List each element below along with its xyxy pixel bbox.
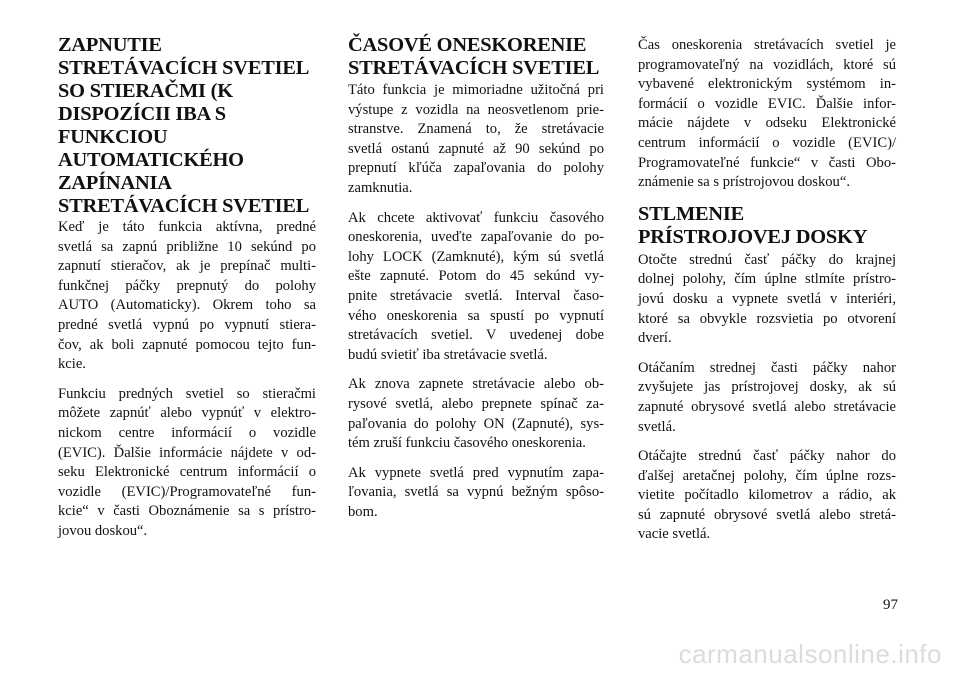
text-line: Otočte strednú časť páčky do krajnej (638, 251, 896, 268)
text-line: (EVIC). Ďalšie informácie nájdete v od- (58, 444, 316, 461)
paragraph (348, 209, 604, 366)
text-line: Ak vypnete svetlá pred vypnutím zapa- (348, 464, 604, 481)
heading-line: STLMENIE (638, 202, 745, 225)
text-line: seku Elektronické centrum informácií o (58, 464, 316, 481)
text-line: jovou doskou“. (58, 522, 148, 539)
text-line: kcie. (58, 356, 86, 373)
column-3 (638, 36, 896, 555)
text-line: stranstve. Znamená to, že stretávacie (348, 121, 604, 138)
heading-line: ZAPÍNANIA (58, 172, 172, 194)
paragraph (348, 464, 604, 523)
text-line: programovateľný na vozidlách, ktoré sú (638, 56, 896, 73)
page-number: 97 (883, 597, 898, 613)
text-line: vacie svetlá. (638, 526, 711, 543)
text-line: ktoré sa obvykle rozsvietia po otvorení (638, 310, 896, 327)
paragraph (638, 359, 896, 437)
text-line: svetlá sa zapnú približne 10 sekúnd po (58, 238, 316, 255)
text-line: Funkciu predných svetiel so stieračmi (58, 385, 316, 402)
text-line: Keď je táto funkcia aktívna, predné (58, 219, 316, 235)
text-line: formácií o vozidle EVIC. Ďalšie infor- (638, 95, 896, 112)
paragraph (638, 251, 896, 349)
text-line: vého oneskorenia sa spustí po vypnutí (348, 307, 604, 324)
text-line: svetlá ostanú zapnuté až 90 sekúnd po (348, 140, 604, 157)
text-line: tém zruší funkciu časového oneskorenia. (348, 435, 586, 452)
text-line: dverí. (638, 330, 672, 347)
text-line: svetlá. (638, 418, 676, 435)
text-line: vietite počítadlo kilometrov a rádio, ak (638, 487, 896, 504)
text-line: stretávacích svetiel. V uvedenej dobe (348, 327, 604, 344)
paragraph (348, 375, 604, 453)
text-line: kcie“ v časti Oboznámenie sa s prístro- (58, 503, 316, 520)
text-line: rysové svetlá, alebo prepnete spínač za- (348, 395, 604, 412)
text-line: vozidle (EVIC)/Programovateľné fun- (58, 483, 316, 500)
watermark: carmanualsonline.info (678, 639, 942, 669)
text-line: zvyšujete jas prístrojovej dosky, ak sú (638, 379, 896, 396)
heading-line: SO STIERAČMI (K (58, 80, 233, 102)
text-line: Otáčaním strednej časti páčky nahor (638, 359, 896, 376)
text-line: zapnuté obrysové svetlá alebo stretávacie (638, 398, 896, 415)
text-line: lohy LOCK (Zamknuté), kým sú svetlá (348, 248, 604, 265)
text-line: bom. (348, 503, 378, 520)
text-line: Táto funkcia je mimoriadne užitočná pri (348, 82, 604, 98)
text-line: funkčnej páčky prepnutý do polohy (58, 277, 316, 294)
text-line: výstupe z vozidla na neosvetlenom prie- (348, 101, 604, 118)
heading-line: STRETÁVACÍCH SVETIEL (58, 57, 310, 79)
heading-line: ČASOVÉ ONESKORENIE (348, 34, 587, 56)
text-line: dolnej polohy, čím úplne stlmíte prístro- (638, 271, 896, 288)
text-line: čov, ak boli zapnuté pomocou tejto fun- (58, 336, 316, 353)
column-1 (58, 34, 316, 552)
text-line: zapnutí stieračov, ak je prepínač multi- (58, 258, 316, 275)
paragraph (638, 447, 896, 545)
text-line: vybavené elektronickým systémom in- (638, 76, 896, 93)
heading-line: ZAPNUTIE (58, 34, 162, 56)
section-heading-dimmer (638, 203, 896, 249)
heading-line: PRÍSTROJOVEJ DOSKY (638, 225, 868, 248)
text-line: môžete zapnúť alebo vypnúť v elektro- (58, 405, 316, 422)
paragraph (638, 36, 896, 193)
text-line: nickom centre informácií o vozidle (58, 424, 316, 441)
text-line: oneskorenia, uveďte zapaľovanie do po- (348, 229, 604, 246)
column-2 (348, 34, 604, 532)
text-line: Ak znova zapnete stretávacie alebo ob- (348, 376, 604, 393)
section-heading-wiper-headlights (58, 34, 316, 218)
text-line: jovú dosku a vypnete svetlá v interiéri, (638, 290, 896, 307)
text-line: prepnutí kľúča zapaľovania do polohy (348, 160, 604, 177)
text-line: Programovateľné funkcie“ v časti Obo- (638, 154, 896, 171)
section-heading-time-delay (348, 34, 604, 80)
text-line: budú svietiť iba stretávacie svetlá. (348, 346, 548, 363)
heading-line: STRETÁVACÍCH SVETIEL (58, 195, 310, 217)
text-line: centrum informácií o vozidle (EVIC)/ (638, 134, 896, 151)
heading-line: FUNKCIOU (58, 126, 168, 148)
text-line: Otáčajte strednú časť páčky nahor do (638, 448, 896, 465)
text-line: ďalšej aretačnej polohy, čím úplne rozs- (638, 467, 896, 484)
text-line: známenie sa s prístrojovou doskou“. (638, 174, 850, 191)
heading-line: STRETÁVACÍCH SVETIEL (348, 57, 600, 79)
heading-line: AUTOMATICKÉHO (58, 149, 244, 171)
text-line: mácie nájdete v odseku Elektronické (638, 115, 896, 132)
text-line: zamknutia. (348, 179, 413, 196)
text-line: sú zapnuté obrysové svetlá alebo stretá- (638, 506, 896, 523)
text-line: paľovania do polohy ON (Zapnuté), sys- (348, 415, 604, 432)
text-line: AUTO (Automaticky). Okrem toho sa (58, 297, 316, 314)
text-line: Ak chcete aktivovať funkciu časového (348, 209, 604, 226)
paragraph (58, 218, 316, 375)
text-line: pnite stretávacie svetlá. Interval časo- (348, 287, 604, 304)
paragraph (58, 385, 316, 542)
text-line: ľovania, svetlá sa vypnú bežným spôso- (348, 484, 604, 501)
paragraph (348, 81, 604, 199)
text-line: ešte zapnuté. Potom do 45 sekúnd vy- (348, 268, 604, 285)
heading-line: DISPOZÍCII IBA S (58, 103, 226, 125)
text-line: predné svetlá vypnú po vypnutí stiera- (58, 316, 316, 333)
text-line: Čas oneskorenia stretávacích svetiel je (638, 37, 896, 53)
